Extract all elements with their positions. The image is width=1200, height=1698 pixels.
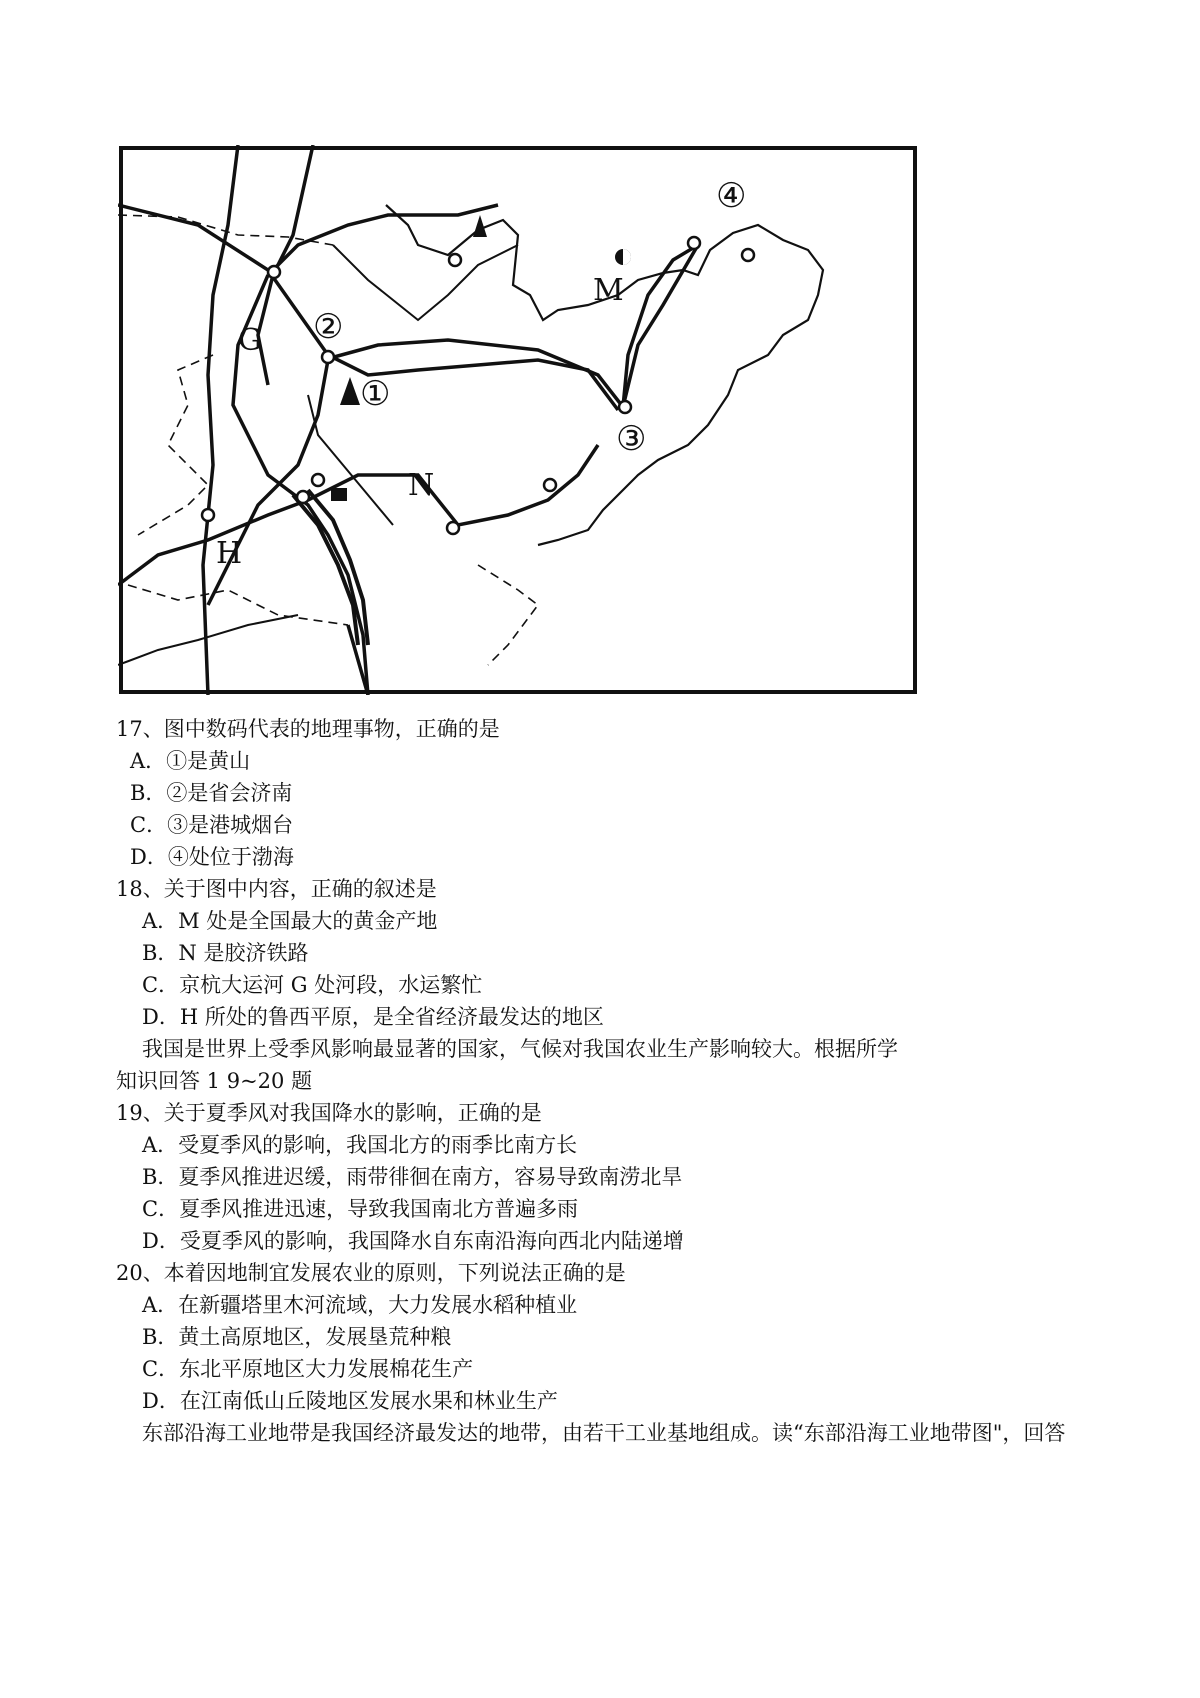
intro-paragraph-line-2: 知识回答 1 9~20 题 xyxy=(116,1069,313,1093)
q18-option-d: D．H 所处的鲁西平原，是全省经济最发达的地区 xyxy=(142,1005,604,1029)
city-icon xyxy=(297,491,309,503)
question-17-stem: 17、图中数码代表的地理事物，正确的是 xyxy=(116,717,500,741)
q17-option-d: D．④处位于渤海 xyxy=(130,845,294,869)
city-icon xyxy=(312,474,324,486)
q19-option-b: B．夏季风推进迟缓，雨带徘徊在南方，容易导致南涝北旱 xyxy=(142,1165,683,1189)
q20-option-d: D．在江南低山丘陵地区发展水果和林业生产 xyxy=(142,1389,558,1413)
city-icon xyxy=(742,249,754,261)
city-icon xyxy=(544,479,556,491)
q17-option-b: B．②是省会济南 xyxy=(130,781,293,805)
q19-option-a: A．受夏季风的影响，我国北方的雨季比南方长 xyxy=(142,1133,578,1157)
question-18-stem: 18、关于图中内容，正确的叙述是 xyxy=(116,877,437,901)
q18-option-b: B．N 是胶济铁路 xyxy=(142,941,309,965)
q18-option-a: A．M 处是全国最大的黄金产地 xyxy=(142,909,438,933)
question-19-stem: 19、关于夏季风对我国降水的影响，正确的是 xyxy=(116,1101,542,1125)
city-icon xyxy=(688,237,700,249)
map-label-2: ② xyxy=(313,307,344,347)
map-label-m: M xyxy=(593,273,624,308)
map-label-4: ④ xyxy=(716,176,747,216)
city-icon xyxy=(268,266,280,278)
map-label-n: N xyxy=(408,468,435,503)
q20-option-c: C．东北平原地区大力发展棉花生产 xyxy=(142,1357,474,1381)
q17-option-c: C．③是港城烟台 xyxy=(130,813,294,837)
shandong-map xyxy=(118,145,918,695)
city-icon xyxy=(447,522,459,534)
city-icon xyxy=(619,401,631,413)
q20-option-a: A．在新疆塔里木河流域，大力发展水稻种植业 xyxy=(142,1293,578,1317)
city-icon xyxy=(449,254,461,266)
map-label-1: ① xyxy=(360,374,391,414)
closing-paragraph: 东部沿海工业地带是我国经济最发达的地带，由若干工业基地组成。读“东部沿海工业地带图"，回答 xyxy=(142,1421,1066,1445)
q19-option-c: C．夏季风推进迅速，导致我国南北方普遍多雨 xyxy=(142,1197,579,1221)
q20-option-b: B．黄土高原地区，发展垦荒种粮 xyxy=(142,1325,452,1349)
city-icon xyxy=(322,351,334,363)
factory-icon xyxy=(331,488,347,501)
q17-option-a: A．①是黄山 xyxy=(130,749,251,773)
question-20-stem: 20、本着因地制宜发展农业的原则，下列说法正确的是 xyxy=(116,1261,626,1285)
intro-paragraph-line-1: 我国是世界上受季风影响最显著的国家，气候对我国农业生产影响较大。根据所学 xyxy=(142,1037,898,1061)
map-label-3: ③ xyxy=(616,419,647,459)
map-label-h: H xyxy=(216,536,243,571)
q18-option-c: C．京杭大运河 G 处河段，水运繁忙 xyxy=(142,973,483,997)
q19-option-d: D．受夏季风的影响，我国降水自东南沿海向西北内陆递增 xyxy=(142,1229,684,1253)
map-label-g: G xyxy=(238,323,262,358)
city-icon xyxy=(202,509,214,521)
